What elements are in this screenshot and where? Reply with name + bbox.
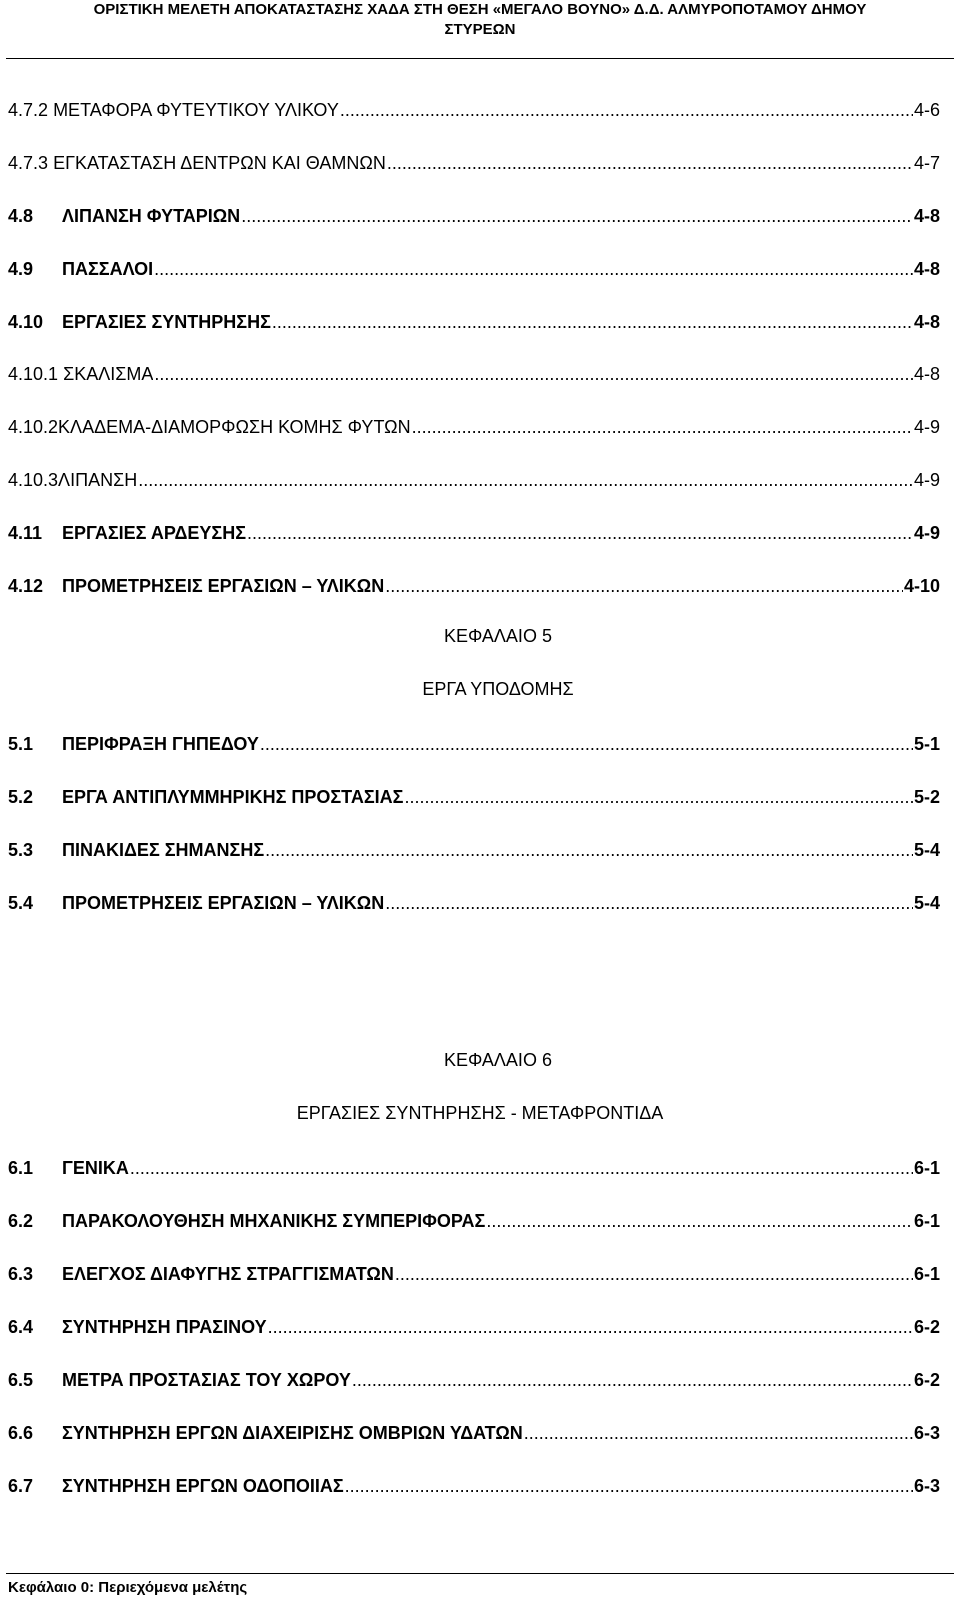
toc-entry-label: ΛΙΠΑΝΣΗ ΦΥΤΑΡΙΩΝ [62,206,241,226]
toc-entry-label: ΛΙΠΑΝΣΗ [58,470,138,490]
toc-entry-page: 5-4 [913,840,940,860]
toc-entry-label: ΠΡΟΜΕΤΡΗΣΕΙΣ ΕΡΓΑΣΙΩΝ – ΥΛΙΚΩΝ [62,576,385,596]
toc-entry[interactable] [8,1261,940,1285]
toc-entry-label: ΠΙΝΑΚΙΔΕΣ ΣΗΜΑΝΣΗΣ [62,840,265,860]
toc-dot-leader [385,575,903,597]
toc-entry[interactable] [8,414,940,438]
toc-entry-number: 4.10.3 [8,470,59,490]
toc-entry-page: 4-8 [913,259,940,279]
toc-entry-number: 5.4 [8,893,34,913]
toc-entry-number: 5.2 [8,787,34,807]
toc-entry-number: 4.12 [8,576,44,596]
toc-entry-page: 4-7 [913,153,940,173]
toc-entry-number: 4.9 [8,259,34,279]
toc-dot-leader [395,1263,913,1285]
toc-entry-label: ΕΓΚΑΤΑΣΤΑΣΗ ΔΕΝΤΡΩΝ ΚΑΙ ΘΑΜΝΩΝ [53,153,386,173]
toc-entry-number: 4.11 [8,523,43,543]
toc-entry-label: ΕΡΓΑΣΙΕΣ ΑΡΔΕΥΣΗΣ [62,523,247,543]
toc-entry[interactable] [8,1208,940,1232]
toc-dot-leader [385,892,913,914]
footer-divider [6,1573,954,1574]
toc-dot-leader [524,1422,913,1444]
toc-entry-page: 4-9 [913,470,940,490]
toc-entry-number: 6.4 [8,1317,34,1337]
toc-entry-page: 6-2 [913,1370,940,1390]
toc-entry[interactable] [8,309,940,333]
header-title-line-1: ΟΡΙΣΤΙΚΗ ΜΕΛΕΤΗ ΑΠΟΚΑΤΑΣΤΑΣΗΣ ΧΑΔΑ ΣΤΗ ΘΕΣΗ «ΜΕΓΑΛΟ ΒΟΥΝΟ» Δ.Δ. ΑΛΜΥΡΟΠΟΤΑΜΟΥ ΔΗΜΟΥ [93,1,867,18]
toc-entry-label: ΕΛΕΓΧΟΣ ΔΙΑΦΥΓΗΣ ΣΤΡΑΓΓΙΣΜΑΤΩΝ [62,1264,394,1284]
toc-entry[interactable] [8,256,940,280]
toc-entry-number: 4.8 [8,206,34,226]
toc-entry-label: ΜΕΤΑΦΟΡΑ ΦΥΤΕΥΤΙΚΟΥ ΥΛΙΚΟΥ [53,100,339,120]
toc-entry-label: ΣΥΝΤΗΡΗΣΗ ΕΡΓΩΝ ΟΔΟΠΟΙΙΑΣ [62,1476,344,1496]
toc-entry-page: 5-2 [913,787,940,807]
toc-entry-page: 5-4 [913,893,940,913]
toc-entry-label: ΣΥΝΤΗΡΗΣΗ ΠΡΑΣΙΝΟΥ [62,1317,267,1337]
toc-dot-leader [241,205,913,227]
toc-dot-leader [340,99,913,121]
toc-dot-leader [130,1157,913,1179]
toc-entry-page: 6-3 [913,1476,940,1496]
page-footer: Κεφάλαιο 0: Περιεχόμενα μελέτης [8,1579,248,1596]
chapter-6-title: ΚΕΦΑΛΑΙΟ 6 [444,1050,552,1070]
toc-entry-page: 4-10 [903,576,940,596]
toc-entry-number: 6.6 [8,1423,34,1443]
toc-entry-number: 5.3 [8,840,34,860]
toc-entry-page: 6-1 [913,1264,940,1284]
toc-entry-number: 4.7.3 [8,153,49,173]
chapter-5-title: ΚΕΦΑΛΑΙΟ 5 [444,626,552,646]
toc-entry-number: 6.2 [8,1211,34,1231]
toc-entry-number: 5.1 [8,734,34,754]
toc-entry-label: ΣΚΑΛΙΣΜΑ [63,364,154,384]
toc-dot-leader [138,469,913,491]
toc-entry[interactable] [8,784,940,808]
toc-dot-leader [247,522,913,544]
toc-entry[interactable] [8,1367,940,1391]
toc-entry-label: ΜΕΤΡΑ ΠΡΟΣΤΑΣΙΑΣ ΤΟΥ ΧΩΡΟΥ [62,1370,351,1390]
toc-entry[interactable] [8,1473,940,1497]
toc-entry-number: 4.10.2 [8,417,59,437]
toc-entry-page: 4-8 [913,312,940,332]
toc-entry-number: 4.10.1 [8,364,59,384]
toc-entry[interactable] [8,1155,940,1179]
toc-entry-page: 6-1 [913,1211,940,1231]
toc-entry[interactable] [8,1314,940,1338]
toc-entry-page: 4-9 [913,523,940,543]
toc-entry[interactable] [8,890,940,914]
toc-entry-number: 6.3 [8,1264,34,1284]
toc-entry-number: 4.7.2 [8,100,49,120]
toc-dot-leader [268,1316,913,1338]
toc-entry-number: 6.5 [8,1370,34,1390]
toc-entry-label: ΠΡΟΜΕΤΡΗΣΕΙΣ ΕΡΓΑΣΙΩΝ – ΥΛΙΚΩΝ [62,893,385,913]
toc-dot-leader [260,733,913,755]
toc-entry-label: ΠΑΣΣΑΛΟΙ [62,259,154,279]
toc-entry[interactable] [8,203,940,227]
toc-dot-leader [352,1369,913,1391]
toc-dot-leader [387,152,913,174]
toc-entry-page: 6-3 [913,1423,940,1443]
toc-entry-page: 4-8 [913,206,940,226]
toc-entry-page: 4-8 [913,364,940,384]
toc-entry[interactable] [8,837,940,861]
toc-entry[interactable] [8,361,940,385]
toc-dot-leader [345,1475,913,1497]
toc-entry-label: ΚΛΑΔΕΜΑ-ΔΙΑΜΟΡΦΩΣΗ ΚΟΜΗΣ ΦΥΤΩΝ [58,417,411,437]
toc-dot-leader [154,258,913,280]
toc-dot-leader [404,786,913,808]
toc-entry-page: 5-1 [913,734,940,754]
chapter-5-subtitle: ΕΡΓΑ ΥΠΟΔΟΜΗΣ [422,679,574,699]
toc-entry[interactable] [8,731,940,755]
toc-dot-leader [412,416,913,438]
toc-entry-page: 6-2 [913,1317,940,1337]
toc-entry[interactable] [8,150,940,174]
toc-entry[interactable] [8,520,940,544]
toc-entry-label: ΕΡΓΑ ΑΝΤΙΠΛΥΜΜΗΡΙΚΗΣ ΠΡΟΣΤΑΣΙΑΣ [62,787,404,807]
toc-dot-leader [154,363,913,385]
toc-entry[interactable] [8,467,940,491]
toc-entry[interactable] [8,97,940,121]
toc-entry-number: 6.7 [8,1476,34,1496]
toc-entry-label: ΓΕΝΙΚΑ [62,1158,129,1178]
toc-dot-leader [272,311,913,333]
toc-entry-label: ΣΥΝΤΗΡΗΣΗ ΕΡΓΩΝ ΔΙΑΧΕΙΡΙΣΗΣ ΟΜΒΡΙΩΝ ΥΔΑΤΩΝ [62,1423,523,1443]
toc-entry-label: ΕΡΓΑΣΙΕΣ ΣΥΝΤΗΡΗΣΗΣ [62,312,271,332]
toc-entry-number: 4.10 [8,312,44,332]
toc-entry[interactable] [8,573,940,597]
toc-entry-number: 6.1 [8,1158,34,1178]
chapter-6-subtitle: ΕΡΓΑΣΙΕΣ ΣΥΝΤΗΡΗΣΗΣ - ΜΕΤΑΦΡΟΝΤΙΔΑ [296,1103,664,1123]
toc-dot-leader [265,839,913,861]
toc-dot-leader [486,1210,913,1232]
toc-entry[interactable] [8,1420,940,1444]
toc-entry-page: 4-9 [913,417,940,437]
toc-entry-label: ΠΕΡΙΦΡΑΞΗ ΓΗΠΕΔΟΥ [62,734,259,754]
toc-entry-page: 4-6 [913,100,940,120]
toc-entry-page: 6-1 [913,1158,940,1178]
header-title-line-2: ΣΤΥΡΕΩΝ [444,21,516,38]
toc-entry-label: ΠΑΡΑΚΟΛΟΥΘΗΣΗ ΜΗΧΑΝΙΚΗΣ ΣΥΜΠΕΡΙΦΟΡΑΣ [62,1211,486,1231]
